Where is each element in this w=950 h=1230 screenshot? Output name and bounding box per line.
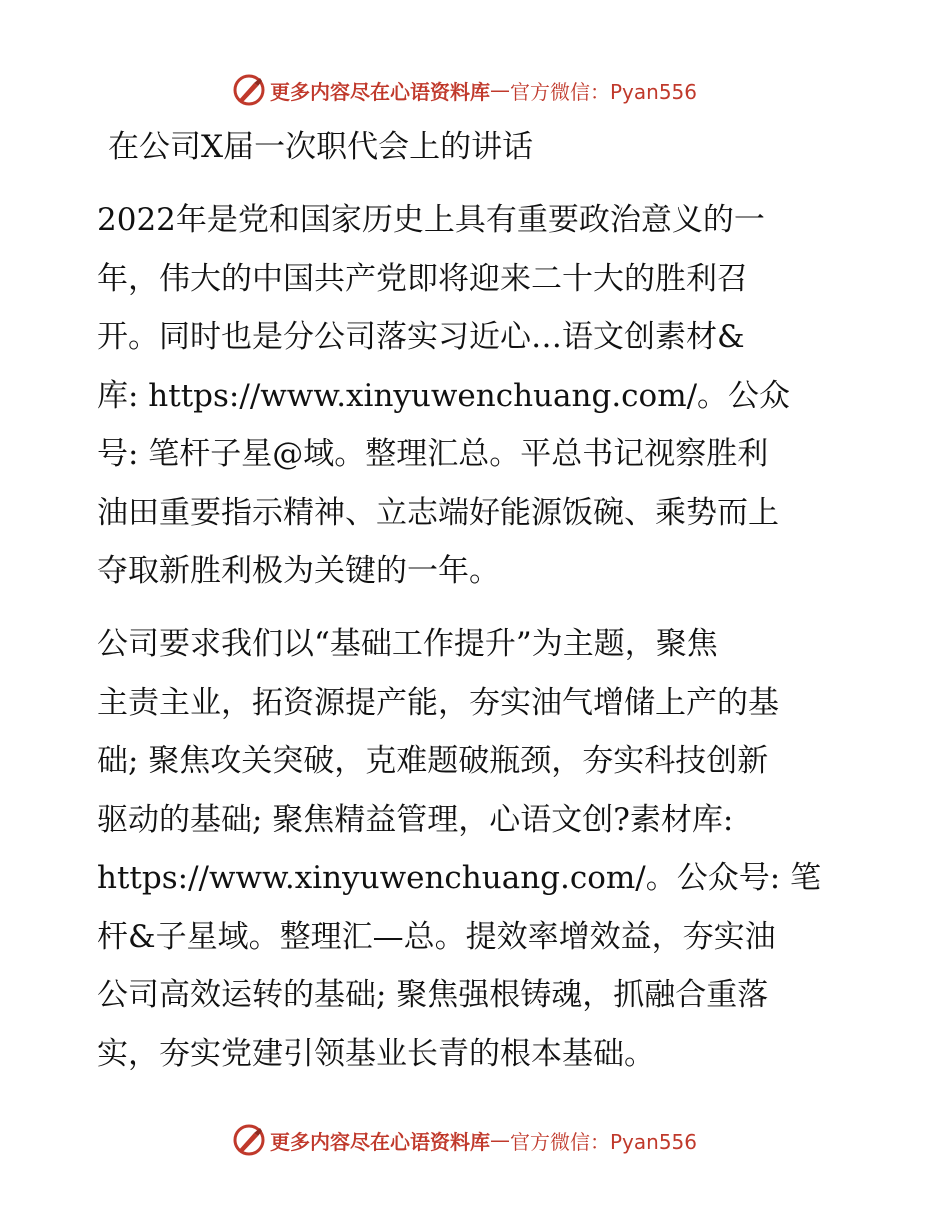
paragraph-line: 主责主业，拓资源提产能，夯实油气增储上产的基 xyxy=(97,684,779,721)
pen-circle-logo-icon xyxy=(232,73,266,107)
paragraph-line: https://www.xinyuwenchuang.com/。公众号: 笔 xyxy=(97,860,822,896)
paragraph-line: 2022年是党和国家历史上具有重要政治意义的一 xyxy=(97,202,765,238)
paragraph-line: 油田重要指示精神、立志端好能源饭碗、乘势而上 xyxy=(97,494,779,531)
header-banner-contact: 官方微信：Pyan556 xyxy=(510,79,698,104)
paragraph-line: 夺取新胜利极为关键的一年。 xyxy=(97,553,500,589)
footer-banner-text: 更多内容尽在心语资料库 xyxy=(270,1129,490,1154)
paragraph-line: 础; 聚焦攻关突破，克难题破瓶颈，夯实科技创新 xyxy=(97,743,769,779)
paragraph-line: 公司要求我们以“基础工作提升”为主题，聚焦 xyxy=(97,626,718,662)
footer-banner-dash: — xyxy=(490,1128,510,1152)
paragraph-line: 库: https://www.xinyuwenchuang.com/。公众 xyxy=(97,377,791,414)
paragraph-line: 杆&子星域。整理汇—总。提效率增效益，夯实油 xyxy=(97,918,776,955)
header-banner xyxy=(232,70,697,110)
paragraph-line: 公司高效运转的基础; 聚焦强根铸魂，抓融合重落 xyxy=(97,977,769,1013)
footer-banner-contact: 官方微信：Pyan556 xyxy=(510,1129,698,1154)
document-title: 在公司X届一次职代会上的讲话 xyxy=(108,129,534,165)
footer-banner xyxy=(232,1120,697,1160)
header-banner-text: 更多内容尽在心语资料库 xyxy=(270,79,490,104)
paragraph-line: 年，伟大的中国共产党即将迎来二十大的胜利召 xyxy=(97,260,748,297)
paragraph-line: 实，夯实党建引领基业长青的根本基础。 xyxy=(97,1035,655,1072)
paragraph-line: 驱动的基础; 聚焦精益管理，心语文创?素材库: xyxy=(97,801,734,838)
paragraph-1 xyxy=(97,191,857,601)
paragraph-line: 开。同时也是分公司落实习近心…语文创素材& xyxy=(97,319,745,355)
paragraph-2 xyxy=(97,615,857,1083)
pen-circle-logo-icon xyxy=(232,1123,266,1157)
paragraph-line: 号: 笔杆子星@域。整理汇总。平总书记视察胜利 xyxy=(97,436,769,472)
header-banner-dash: — xyxy=(490,78,510,102)
